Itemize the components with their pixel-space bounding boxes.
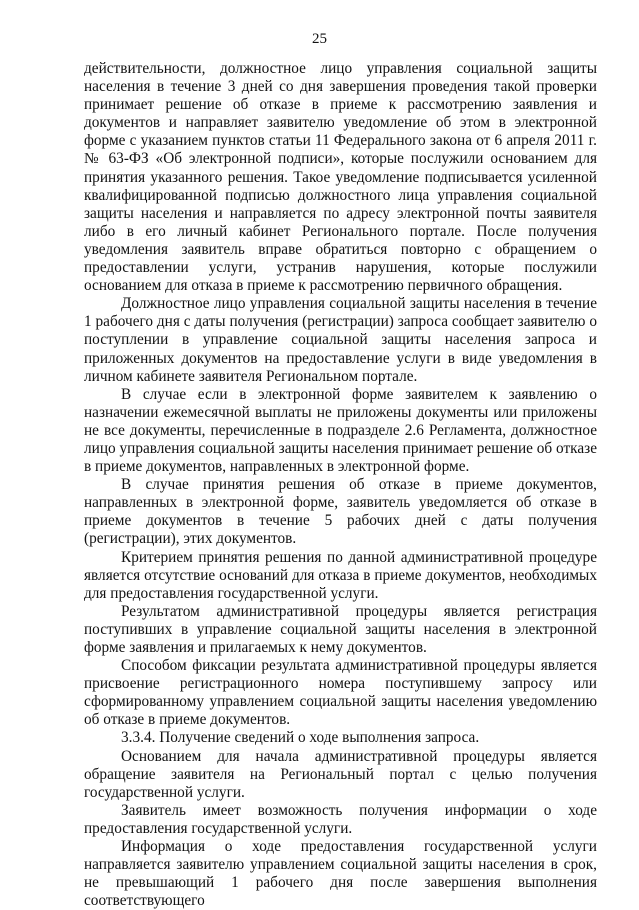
paragraph-procedure-basis: Основанием для начала административной процедуры является обращение заявителя на Региональный портал с целью получения государственной услуги. [84, 747, 597, 801]
document-body [84, 60, 597, 910]
paragraph-procedure-result: Результатом административной процедуры является регистрация поступивших в управление социальной защиты населения в электронной форме заявления и прилагаемых к нему документов. [84, 602, 597, 656]
paragraph-notification-timing: Должностное лицо управления социальной защиты населения в течение 1 рабочего дня с даты получения (регистрации) запроса сообщает заявителю о поступлении в управление социальной защиты населения запроса и приложенных документов на предоставление услуги в виде уведомления в личном кабинете заявителя Региональном портале. [84, 295, 597, 385]
paragraph-missing-documents: В случае если в электронной форме заявителем к заявлению о назначении ежемесячной выплаты не приложены документы или приложены не все документы, перечисленные в подразделе 2.6 Регламента, должностное лицо управления социальной защиты населения принимает решение об отказе в приеме документов, направленных в электронной форме. [84, 385, 597, 476]
paragraph-refusal-notice: В случае принятия решения об отказе в приеме документов, направленных в электронной форме, заявитель уведомляется об отказе в приеме документов в течение 5 рабочих дней с даты получения (регистрации), этих документов. [84, 476, 597, 548]
paragraph-decision-criterion: Критерием принятия решения по данной административной процедуре является отсутствие оснований для отказа в приеме документов, необходимых для предоставления государственной услуги. [84, 548, 597, 602]
section-heading-3-3-4: 3.3.4. Получение сведений о ходе выполнения запроса. [121, 729, 480, 747]
paragraph-result-recording: Способом фиксации результата административной процедуры является присвоение регистрационного номера поступившему запросу или сформированному управлением социальной защиты населения уведомлению об отказе в приеме документов. [84, 657, 597, 729]
paragraph-status-info: Заявитель имеет возможность получения информации о ходе предоставления государственной услуги. [84, 801, 597, 837]
paragraph-continuation: действительности, должностное лицо управления социальной защиты населения в течение 3 дней со дня завершения проведения такой проверки принимает решение об отказе в приеме к рассмотрению заявления и документов и направляет заявителю уведомление об этом в электронной форме с указанием пунктов статьи 11 Федерального закона от 6 апреля 2011 г. № 63-ФЗ «Об электронной подписи», которые послужили основанием для принятия указанного решения. Такое уведомление подписывается усиленной квалифицированной подписью должностного лица управления социальной защиты населения и направляется по адресу электронной почты заявителя либо в его личный кабинет Регионального портале. После получения уведомления заявитель вправе обратиться повторно с обращением о предоставлении услуги, устранив нарушения, которые послужили основанием для отказа в приеме к рассмотрению первичного обращения. [84, 60, 597, 295]
paragraph-status-delivery: Информация о ходе предоставления государственной услуги направляется заявителю управлением социальной защиты населения в срок, не превышающий 1 рабочего дня после завершения выполнения соответствующего [84, 838, 597, 910]
page-number: 25 [312, 31, 327, 47]
